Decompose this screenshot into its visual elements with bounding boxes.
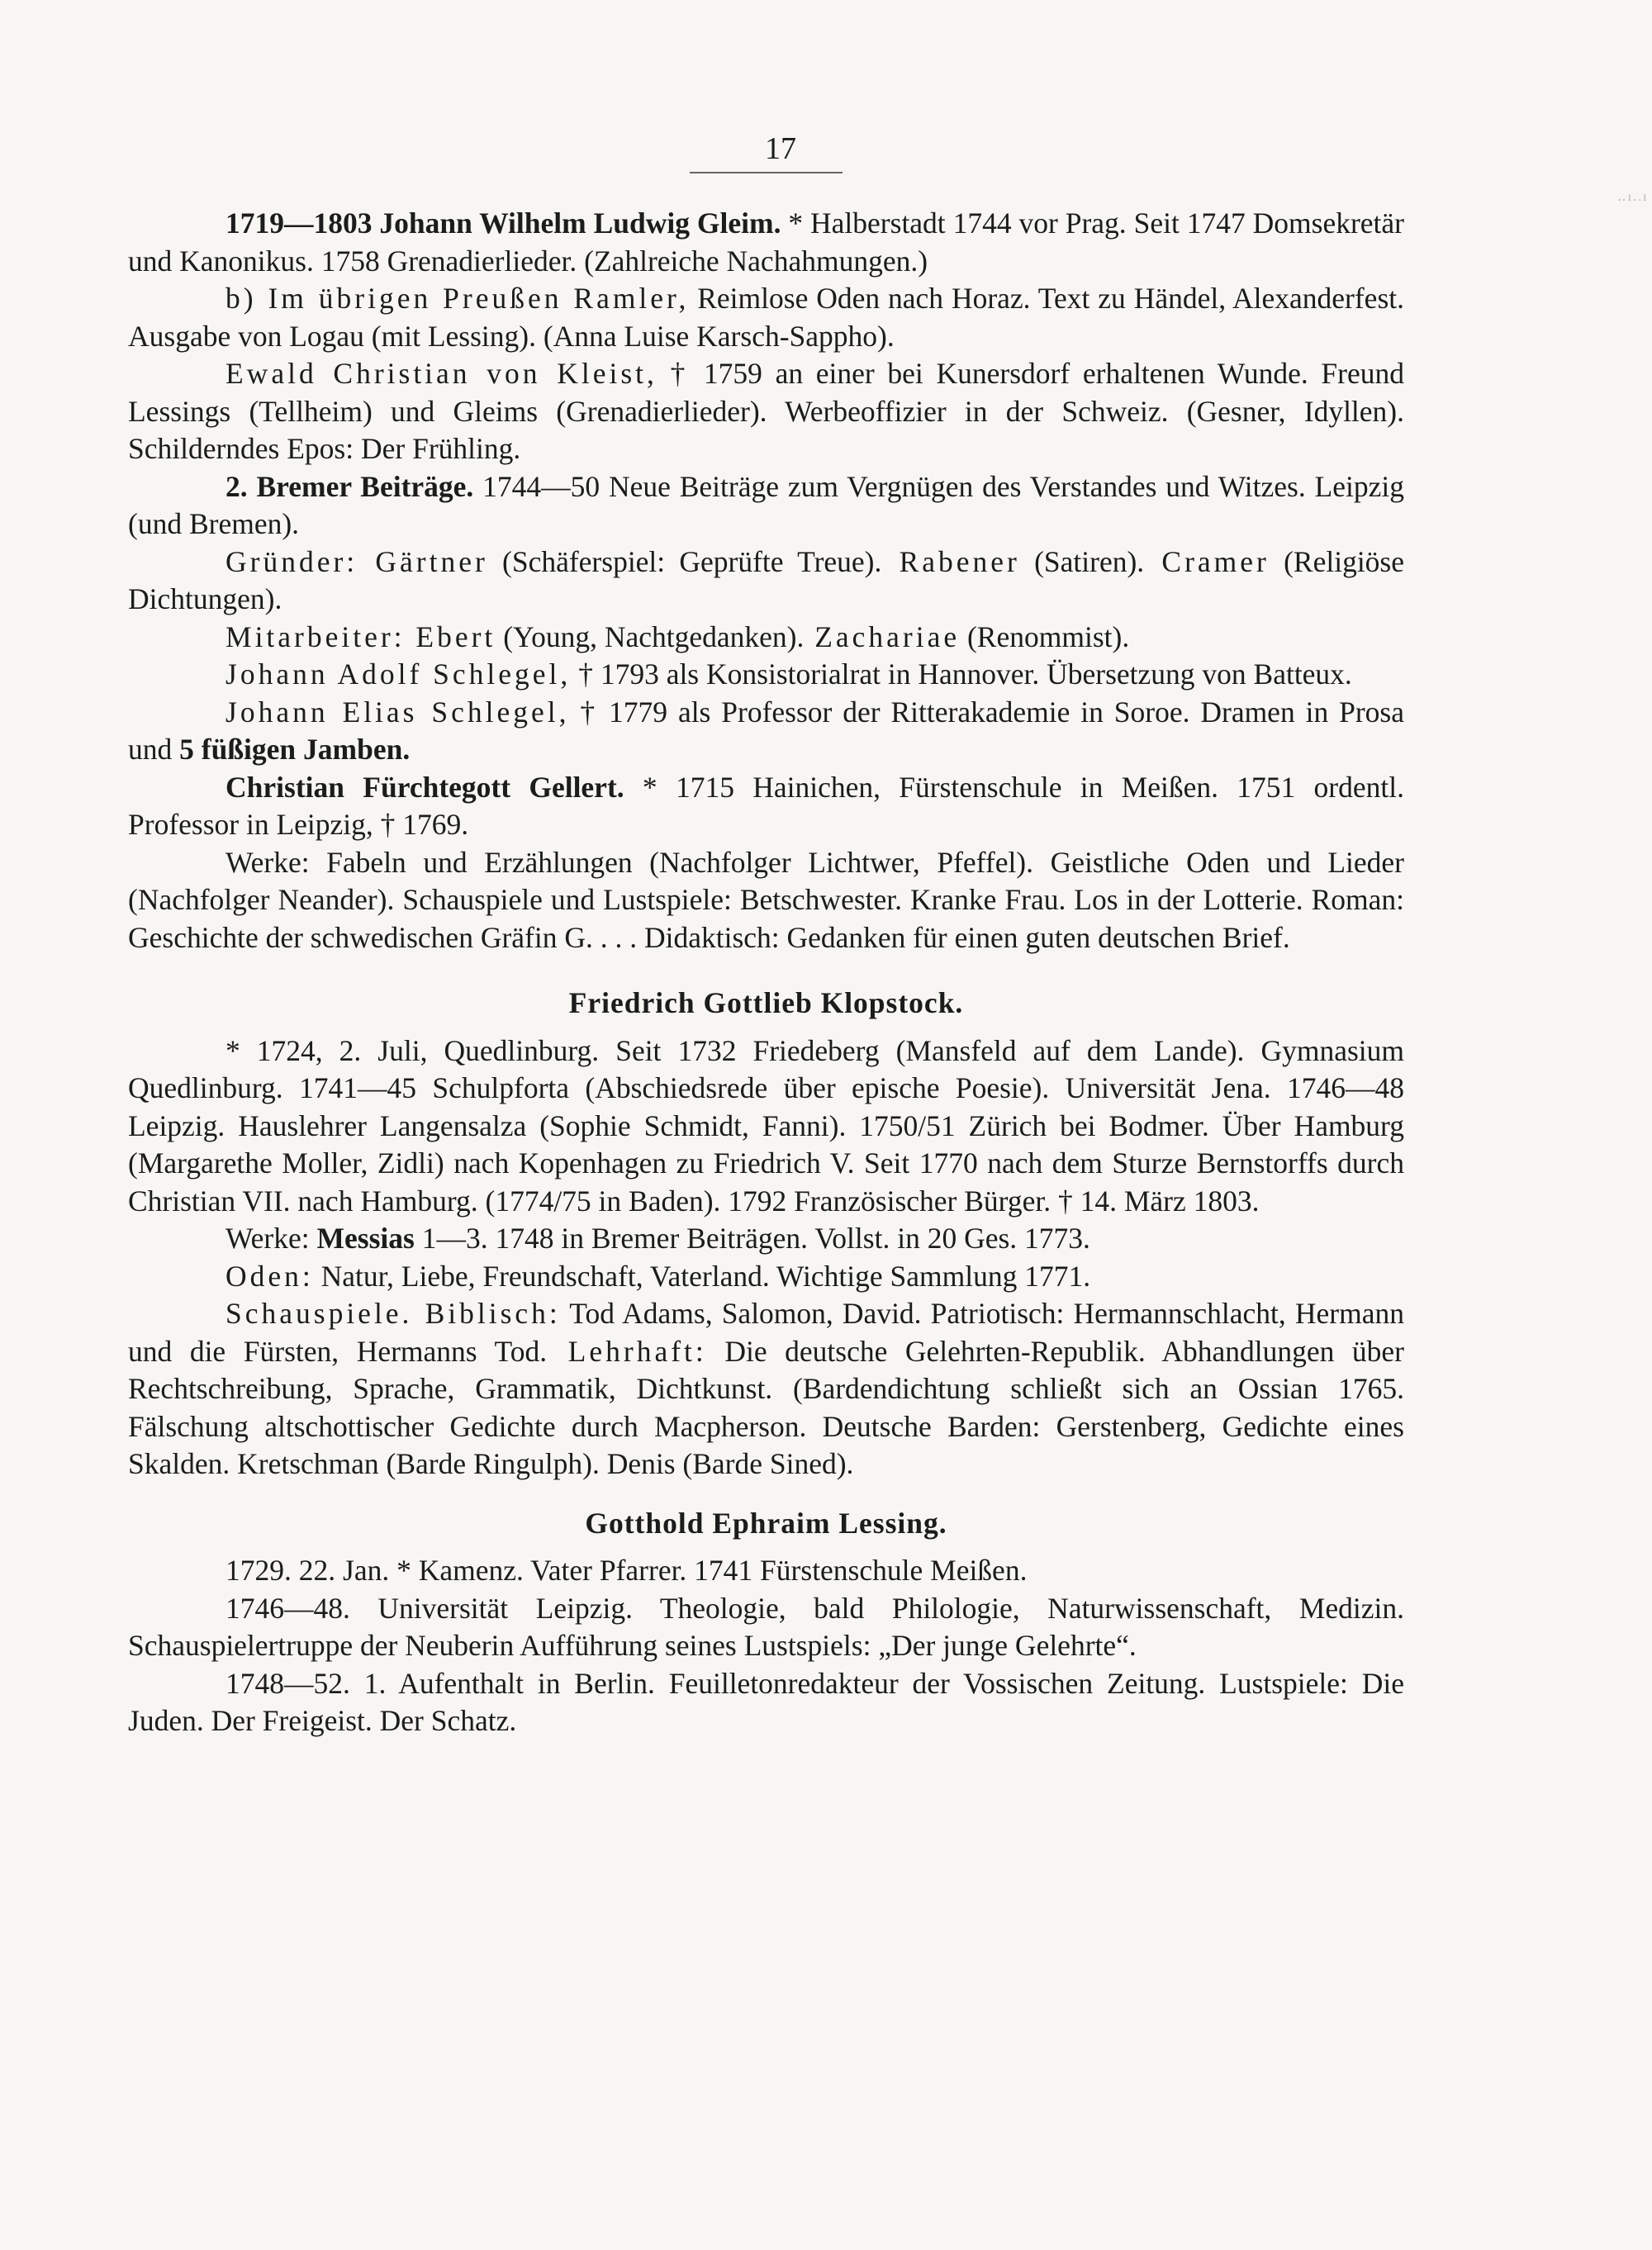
name-kleist: Ewald Christian von Kleist, — [225, 357, 657, 390]
name-je-schlegel: Johann Elias Schlegel, — [225, 695, 570, 729]
text-je-schlegel: † 1779 als Professor der Ritterakademie in Soroe. Dramen in Prosa und — [128, 695, 1404, 766]
title-messias: Messias — [316, 1222, 415, 1255]
paragraph-gruender — [128, 544, 1404, 619]
label-biblisch: Biblisch: — [412, 1297, 561, 1330]
paragraph-lessing-2: 1746—48. Universität Leipzig. Theologie, bald Philologie, Naturwissenschaft, Medizin. Schauspielertruppe der Neuberin Aufführung seines Lustspiels: „Der junge Gelehrte“. — [128, 1591, 1404, 1662]
paragraph-gleim — [128, 205, 1404, 280]
label-gruender: Gründer: — [225, 544, 358, 578]
lead-preussen: b) Im übrigen Preußen — [225, 282, 563, 315]
name-gellert: Christian Fürchtegott Gellert. — [225, 770, 624, 804]
text-ja-schlegel: † 1793 als Konsistorialrat in Hannover. Übersetzung von Batteux. — [571, 657, 1352, 691]
paragraph-kleist — [128, 355, 1404, 468]
heading-klopstock: Friedrich Gottlieb Klopstock. — [568, 986, 964, 1019]
name-cramer: Cramer — [1144, 544, 1270, 578]
name-gaertner: Gärtner — [358, 544, 488, 578]
paragraph-lessing-3: 1748—52. 1. Aufenthalt in Berlin. Feuilletonredakteur der Vossischen Zeitung. Lustspiele: Die Juden. Der Freigeist. Der Schatz. — [128, 1666, 1404, 1737]
text-ramler: Reimlose Oden nach Horaz. Text zu Händel, Alexanderfest. Ausgabe von Logau (mit Lessing). (Anna Luise Karsch-Sappho). — [128, 282, 1404, 353]
text-gaertner: (Schäferspiel: Geprüfte Treue). — [487, 544, 882, 578]
name-gleim: 1719—1803 Johann Wilhelm Ludwig Gleim. — [225, 206, 781, 240]
paragraph-klopstock-werke — [128, 1220, 1404, 1258]
text-klopstock-werke: 1—3. 1748 in Bremer Beiträgen. Vollst. in 20 Ges. 1773. — [414, 1222, 1090, 1255]
heading-bremer: 2. Bremer Beiträge. — [225, 469, 474, 503]
text-biblisch: Tod Adams, Salomon, David. Patriotisch: Hermannschlacht, Hermann und die Fürsten, Hermanns Tod. — [128, 1297, 1404, 1368]
name-ebert: Ebert — [405, 619, 496, 653]
text-ebert: (Young, Nachtgedanken). — [496, 619, 805, 653]
text-kleist: † 1759 an einer bei Kunersdorf erhaltenen Wunde. Freund Lessings (Tellheim) und Gleims (Grenadierlieder). Werbeoffizier in der Schweiz. (Gesner, Idyllen). Schilderndes Epos: Der Frühling. — [128, 357, 1404, 465]
text-gellert: * 1715 Hainichen, Fürstenschule in Meißen. 1751 ordentl. Professor in Leipzig, † 1769. — [128, 770, 1404, 841]
paragraph-lessing-1: 1729. 22. Jan. * Kamenz. Vater Pfarrer. 1741 Fürstenschule Meißen. — [225, 1554, 1028, 1587]
text-zachariae: (Renommist). — [960, 619, 1130, 653]
paragraph-klopstock-bio: * 1724, 2. Juli, Quedlinburg. Seit 1732 Friedeberg (Mansfeld auf dem Lande). Gymnasium Quedlinburg. 1741—45 Schulpforta (Abschiedsrede über epische Poesie). Universität Jena. 1746—48 Leipzig. Hauslehrer Langensalza (Sophie Schmidt, Fanni). 1750/51 Zürich bei Bodmer. Über Hamburg (Margarethe Moller, Zidli) nach Kopenhagen zu Friedrich V. Seit 1770 nach dem Sturze Bernstorffs durch Christian VII. nach Hamburg. (1774/75 in Baden). 1792 Französischer Bürger. † 14. März 1803. — [128, 1033, 1404, 1218]
label-lehrhaft: Lehrhaft: — [547, 1334, 707, 1368]
text-body — [128, 205, 1404, 1740]
paragraph-klopstock-oden — [128, 1258, 1404, 1296]
label-oden: Oden: — [225, 1259, 314, 1293]
label-klopstock-werke: Werke: — [225, 1222, 317, 1255]
text-gleim: * Halberstadt 1744 vor Prag. Seit 1747 Domsekretär und Kanonikus. 1758 Grenadierlieder. (Zahlreiche Nachahmungen.) — [128, 206, 1404, 278]
paragraph-je-schlegel — [128, 694, 1404, 769]
name-ramler: Ramler, — [562, 282, 690, 315]
heading-lessing: Gotthold Ephraim Lessing. — [585, 1506, 947, 1540]
text-cramer: (Religiöse Dichtungen). — [128, 544, 1405, 615]
page-number: 17 — [765, 131, 796, 166]
label-mitarbeiter: Mitarbeiter: — [225, 619, 406, 653]
paragraph-gellert — [128, 769, 1404, 844]
name-rabener: Rabener — [881, 544, 1020, 578]
margin-mark: ‥ı..ı — [1617, 190, 1649, 204]
name-ja-schlegel: Johann Adolf Schlegel, — [225, 657, 572, 691]
page-number-rule — [690, 172, 843, 173]
paragraph-bremer — [128, 468, 1404, 544]
paragraph-gellert-werke: Werke: Fabeln und Erzählungen (Nachfolger Lichtwer, Pfeffel). Geistliche Oden und Lieder (Nachfolger Neander). Schauspiele und Lustspiele: Betschwester. Kranke Frau. Los in der Lotterie. Roman: Geschichte der schwedischen Gräfin G. . . . Didaktisch: Gedanken für einen guten deutschen Brief. — [128, 845, 1404, 954]
paragraph-ja-schlegel — [128, 656, 1404, 694]
name-zachariae: Zachariae — [804, 619, 961, 653]
text-lehrhaft: Die deutsche Gelehrten-Republik. Abhandlungen über Rechtschreibung, Sprache, Grammatik, Dichtkunst. (Bardendichtung schließt sich an Ossian 1765. Fälschung altschottischer Gedichte durch Macpherson. Deutsche Barden: Gerstenberg, Gedichte eines Skalden. Kretschman (Barde Ringulph). Denis (Barde Sined). — [128, 1334, 1404, 1480]
label-schauspiele: Schauspiele. — [225, 1297, 413, 1330]
paragraph-preussen — [128, 280, 1404, 355]
tail-je-schlegel: 5 füßigen Jamben. — [172, 733, 411, 766]
paragraph-klopstock-schauspiele — [128, 1295, 1404, 1483]
text-bremer: 1744—50 Neue Beiträge zum Vergnügen des Verstandes und Witzes. Leipzig (und Bremen). — [128, 469, 1404, 540]
text-rabener: (Satiren). — [1019, 544, 1145, 578]
text-oden: Natur, Liebe, Freundschaft, Vaterland. Wichtige Sammlung 1771. — [313, 1259, 1091, 1293]
paragraph-mitarbeiter — [128, 619, 1404, 657]
